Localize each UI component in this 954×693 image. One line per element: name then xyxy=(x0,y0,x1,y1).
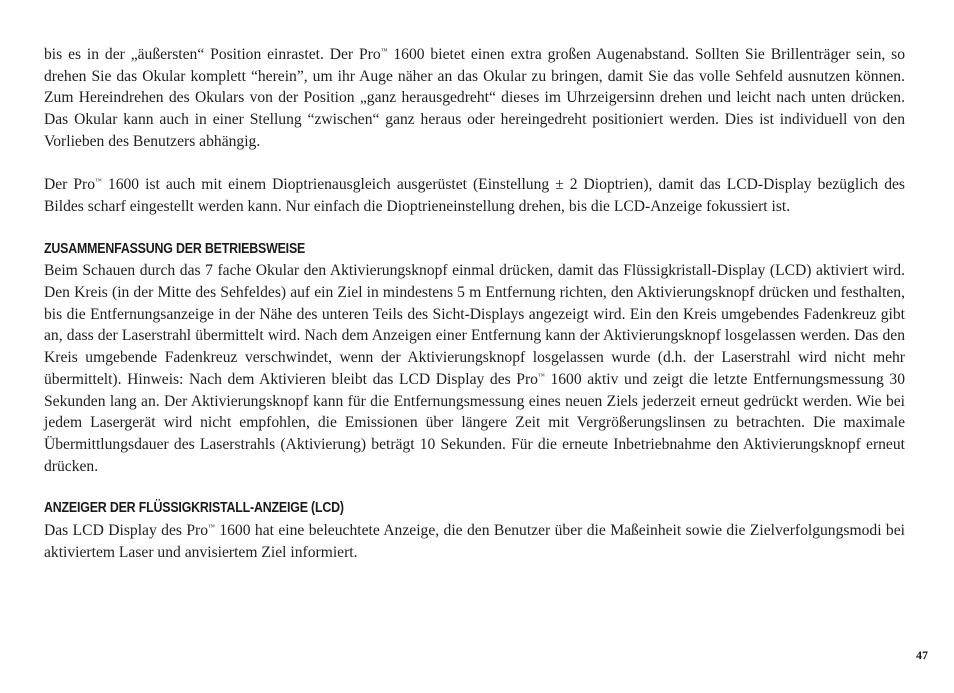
text-run: 1600 hat eine beleuchtete Anzeige, die den Benutzer über die Maßeinheit sowie die Zielverfolgungsmodi bei aktiviertem Laser und anvisiertem Ziel informiert. xyxy=(44,522,905,561)
text-run: Das LCD Display des Pro xyxy=(44,522,209,540)
trademark-mark: ™ xyxy=(537,371,545,380)
paragraph-eyepiece-position xyxy=(44,44,905,153)
trademark-mark: ™ xyxy=(208,523,215,532)
text-run: 1600 bietet einen extra großen Augenabstand. Sollten Sie Brillenträger sein, so drehen Sie das Okular komplett “herein”, um ihr Auge näher an das Okular zu bringen, damit Sie das volle Sehfeld ausnutzen können. Zum Hereindrehen des Okulars von der Position „ganz herausgedreht“ dieses im Uhrzeigersinn drehen und leicht nach unten drücken. Das Okular kann auch in einer Stellung “zwischen“ ganz heraus oder hereingedreht positioniert werden. Dies ist individuell von den Vorlieben des Benutzers abhängig. xyxy=(44,46,906,150)
document-page xyxy=(44,44,905,563)
paragraph-lcd-indicators xyxy=(44,520,905,563)
page-number: 47 xyxy=(916,648,928,662)
paragraph-diopter xyxy=(44,174,905,217)
text-run: 1600 ist auch mit einem Dioptrienausgleich ausgerüstet (Einstellung ± 2 Dioptrien), damit das LCD-Display bezüglich des Bildes scharf eingestellt werden kann. Nur einfach die Dioptrieneinstellung drehen, bis die LCD-Anzeige fokussiert ist. xyxy=(44,176,905,215)
trademark-mark: ™ xyxy=(95,177,102,186)
text-run: Der Pro xyxy=(44,176,96,194)
trademark-mark: ™ xyxy=(380,47,388,55)
heading-operation-summary: ZUSAMMENFASSUNG DER BETRIEBSWEISE xyxy=(44,240,306,257)
text-run: Beim Schauen durch das 7 fache Okular den Aktivierungsknopf einmal drücken, damit das Flüssigkristall-Display (LCD) aktiviert wird. Den Kreis (in der Mitte des Sehfeldes) auf ein Ziel in mindestens 5 m Entfernung richten, den Aktivierungsknopf drücken und festhalten, bis die Entfernungsanzeige in der Nähe des unteren Teils des Sicht-Displays angezeigt wird. Ein den Kreis umgebendes Fadenkreuz gibt an, dass der Laserstrahl übermittelt wird. Nach dem Anzeigen einer Entfernung kann der Aktivierungsknopf losgelassen werden. Das den Kreis umgebende Fadenkreuz verschwindet, wenn der Aktivierungsknopf losgelassen wurde (d.h. der Laserstrahl wird nicht mehr übermittelt). Hinweis: Nach dem Aktivieren bleibt das LCD Display des Pro xyxy=(44,262,905,388)
paragraph-operation-summary xyxy=(44,260,905,477)
text-run: bis es in der „äußersten“ Position einrastet. Der Pro xyxy=(44,46,381,63)
text-run: 1600 aktiv und zeigt die letzte Entfernungsmessung 30 Sekunden lang an. Der Aktivierungsknopf kann für die Entfernungsmessung eines neuen Ziels jederzeit erneut gedrückt werden. Wie bei jedem Lasergerät wird nicht empfohlen, die Emissionen über längere Zeit mit Vergrößerungslinsen zu betrachten. Die maximale Übermittlungsdauer des Laserstrahls (Aktivierung) beträgt 10 Sekunden. Für die erneute Inbetriebnahme den Aktivierungsknopf erneut drücken. xyxy=(44,370,906,475)
heading-lcd-indicators: ANZEIGER DER FLÜSSIGKRISTALL-ANZEIGE (LCD) xyxy=(44,500,344,517)
